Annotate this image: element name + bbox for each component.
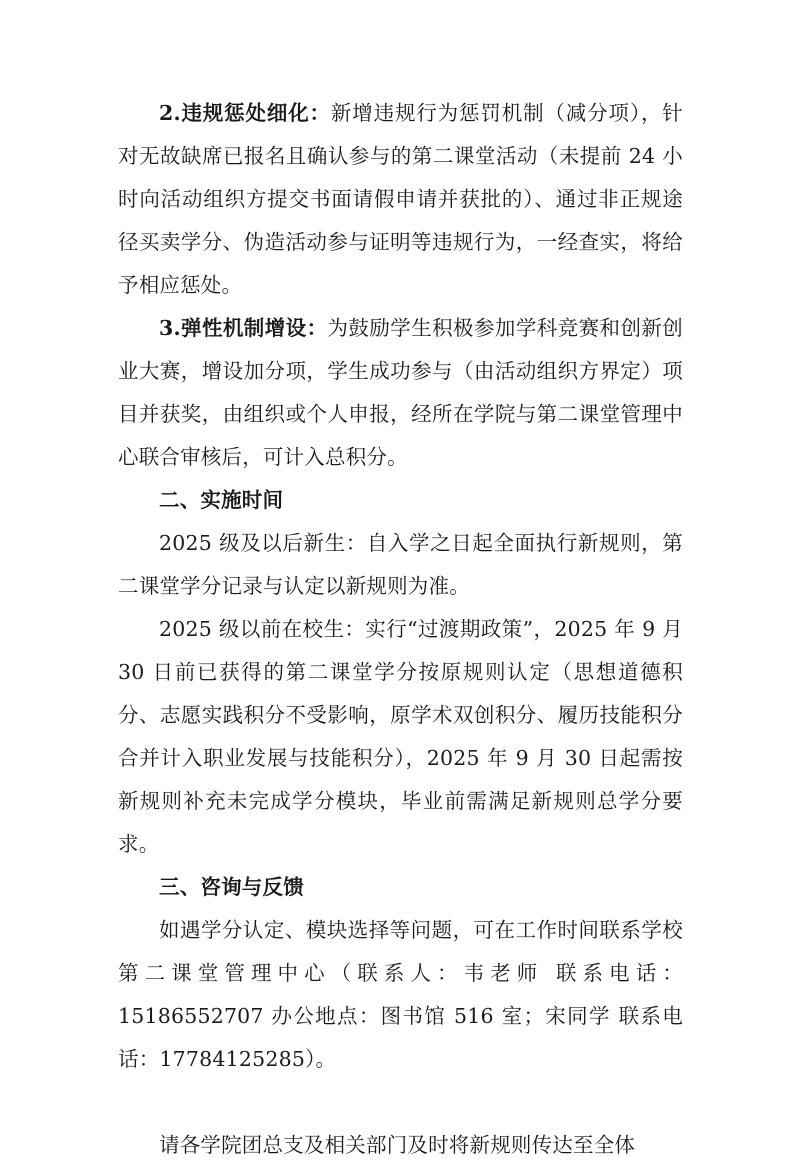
paragraph-text-violation-penalty: 新增违规行为惩罚机制（减分项），针对无故缺席已报名且确认参与的第二课堂活动（未提前 24 小时向活动组织方提交书面请假申请并获批的）、通过非正规途径买卖学分、伪造活动参与证明等违规行为，一经查实，将给予相应惩处。 — [118, 101, 683, 297]
document-body — [118, 92, 683, 1167]
paragraph-notice-distribution: 请各学院团总支及相关部门及时将新规则传达至全体 — [159, 1133, 636, 1157]
paragraph-spacer — [118, 1081, 683, 1124]
paragraph-new-students-2025: 2025 级及以后新生：自入学之日起全面执行新规则，第二课堂学分记录与认定以新规则为准。 — [118, 531, 683, 598]
paragraph-violation-penalty — [118, 92, 683, 307]
paragraph-existing-students: 2025 级以前在校生：实行“过渡期政策”，2025 年 9 月 30 日前已获得的第二课堂学分按原规则认定（思想道德积分、志愿实践积分不受影响，原学术双创积分、履历技能积分合并计入职业发展与技能积分），2025 年 9 月 30 日起需按新规则补充未完成学分模块，毕业前需满足新规则总学分要求。 — [118, 617, 683, 856]
paragraph-flexible-mechanism — [118, 307, 683, 479]
paragraph-text-flexible-mechanism: 为鼓励学生积极参加学科竞赛和创新创业大赛，增设加分项，学生成功参与（由活动组织方界定）项目并获奖，由组织或个人申报，经所在学院与第二课堂管理中心联合审核后，可计入总积分。 — [118, 316, 683, 469]
paragraph-lead-violation-penalty: 2.违规惩处细化： — [159, 101, 331, 125]
heading-implementation-time: 二、实施时间 — [159, 488, 284, 512]
paragraph-contact-info: 如遇学分认定、模块选择等问题，可在工作时间联系学校第二课堂管理中心（联系人：韦老师 联系电话：15186552707 办公地点：图书馆 516 室；宋同学 联系电话：17784125285）。 — [118, 918, 683, 1071]
paragraph-lead-flexible-mechanism: 3.弹性机制增设： — [159, 316, 328, 340]
heading-consultation-feedback: 三、咨询与反馈 — [159, 875, 304, 899]
